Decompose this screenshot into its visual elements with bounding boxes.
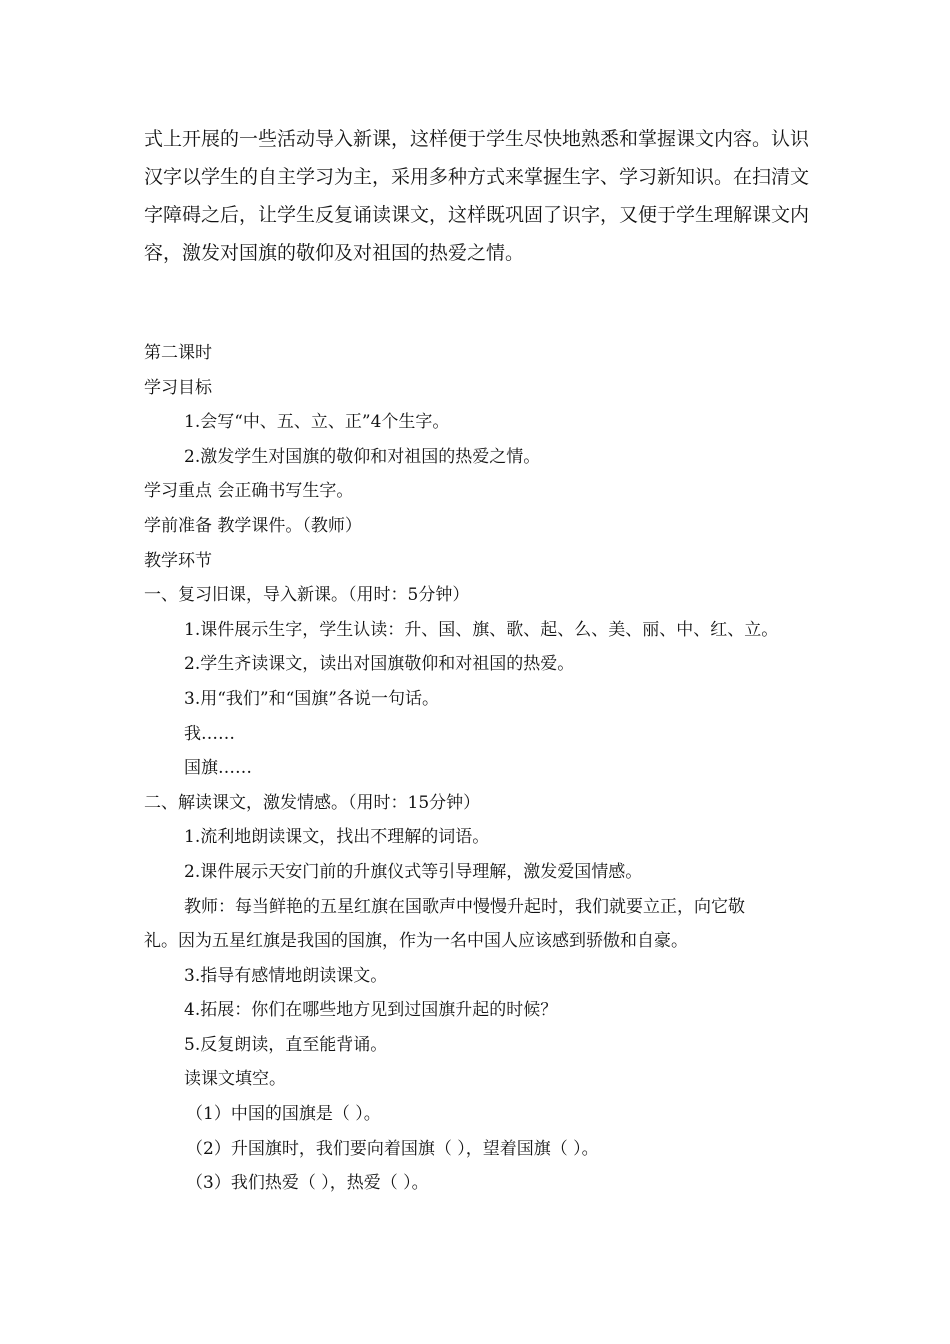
section-item: 1.流利地朗读课文，找出不理解的词语。 [184,827,490,848]
intro-paragraph [144,120,810,272]
section-item: 国旗…… [184,758,252,779]
lesson-section [144,336,824,1201]
steps-heading: 教学环节 [144,550,212,571]
learning-focus: 学习重点 会正确书写生字。 [144,481,354,502]
intro-line: 式上开展的一些活动导入新课，这样便于学生尽快地熟悉和掌握课文内容。认识 [144,128,810,150]
goal-item: 2.激发学生对国旗的敬仰和对祖国的热爱之情。 [184,446,541,467]
teacher-speech: 教师：每当鲜艳的五星红旗在国歌声中慢慢升起时，我们就要立正，向它敬 [184,896,745,917]
section-item: 3.指导有感情地朗读课文。 [184,965,388,986]
section-item: 2.课件展示天安门前的升旗仪式等引导理解，激发爱国情感。 [184,861,643,882]
fill-blank-item: （1）中国的国旗是（ ）。 [186,1104,381,1125]
section-heading: 一、复习旧课，导入新课。（用时：5分钟） [144,585,470,606]
section-item: 4.拓展：你们在哪些地方见到过国旗升起的时候？ [184,1000,558,1021]
intro-line: 容，激发对国旗的敬仰及对祖国的热爱之情。 [144,242,525,264]
fill-blank-item: （2）升国旗时，我们要向着国旗（ ），望着国旗（ ）。 [186,1138,599,1159]
fill-blank-heading: 读课文填空。 [184,1069,286,1090]
section-item: 5.反复朗读，直至能背诵。 [184,1034,388,1055]
section-heading: 二、解读课文，激发情感。（用时：15分钟） [144,792,481,813]
preparation: 学前准备 教学课件。（教师） [144,515,362,536]
intro-line: 字障碍之后，让学生反复诵读课文，这样既巩固了识字，又便于学生理解课文内 [144,204,810,226]
section-item: 2.学生齐读课文，读出对国旗敬仰和对祖国的热爱。 [184,654,575,675]
goal-item: 1.会写“中、五、立、正”4个生字。 [184,412,450,433]
lesson-title: 第二课时 [144,343,212,363]
teacher-speech-continued: 礼。因为五星红旗是我国的国旗，作为一名中国人应该感到骄傲和自豪。 [144,931,688,952]
section-item: 3.用“我们”和“国旗”各说一句话。 [184,688,439,709]
section-item: 1.课件展示生字，学生认读：升、国、旗、歌、起、么、美、丽、中、红、立。 [184,619,779,640]
intro-line: 汉字以学生的自主学习为主，采用多种方式来掌握生字、学习新知识。在扫清文 [144,166,810,188]
section-item: 我…… [184,723,235,744]
fill-blank-item: （3）我们热爱（ ），热爱（ ）。 [186,1173,429,1194]
goals-heading: 学习目标 [144,377,212,398]
